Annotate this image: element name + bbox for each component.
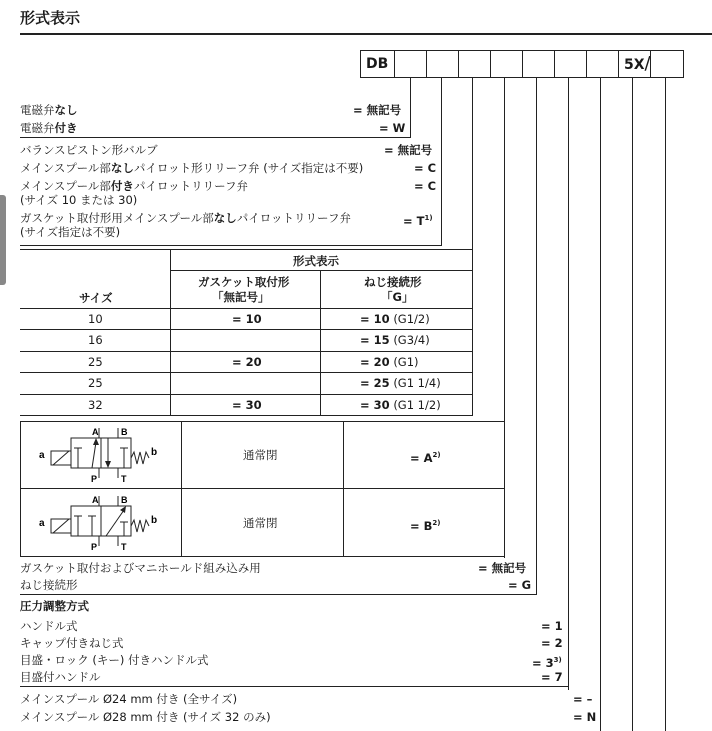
page-edge-tab bbox=[0, 195, 6, 285]
size-table-col-gasket: ガスケット取付形 bbox=[198, 275, 290, 289]
thread-cell: = 15 (G3/4) bbox=[360, 333, 430, 348]
thread-cell: = 10 (G1/2) bbox=[360, 312, 430, 326]
code-series-box bbox=[618, 50, 650, 78]
magnet-row-2: 電磁弁付き bbox=[20, 121, 78, 135]
size-cell: 10 bbox=[88, 312, 103, 326]
valve-type-row-3: メインスプール部付きパイロットリリーフ弁 bbox=[20, 179, 249, 193]
code-box-6 bbox=[554, 50, 586, 78]
connection-value-1: = 無記号 bbox=[478, 561, 527, 575]
port-a-label: a bbox=[39, 450, 45, 461]
code-box-5 bbox=[522, 50, 554, 78]
code-box-7 bbox=[586, 50, 618, 78]
size-table-col-thread-sub: 「G」 bbox=[381, 290, 414, 304]
pressure-heading: 圧力調整方式 bbox=[20, 599, 89, 613]
port-B-label: B bbox=[121, 427, 128, 437]
pressure-row-2: キャップ付きねじ式 bbox=[20, 636, 124, 650]
connection-row-1: ガスケット取付およびマニホールド組み込み用 bbox=[20, 561, 261, 575]
pressure-row-1: ハンドル式 bbox=[20, 619, 78, 633]
size-cell: 32 bbox=[88, 397, 103, 412]
code-slash: / bbox=[644, 53, 651, 74]
port-T-label: T bbox=[121, 474, 127, 484]
thread-cell: = 30 (G1 1/2) bbox=[360, 397, 441, 412]
thread-cell: = 20 (G1) bbox=[360, 354, 419, 369]
title-rule bbox=[20, 33, 712, 35]
size-table-col-gasket-sub: 「無記号」 bbox=[212, 290, 270, 304]
gasket-cell: = 30 bbox=[232, 397, 262, 412]
pressure-value-4: = 7 bbox=[541, 670, 563, 684]
connection-row-2: ねじ接続形 bbox=[20, 578, 78, 592]
pressure-row-3: 目盛・ロック (キー) 付きハンドル式 bbox=[20, 653, 209, 667]
spool-value-2: = N bbox=[573, 710, 597, 724]
pressure-value-2: = 2 bbox=[541, 636, 563, 650]
valve-type-row-1: バランスピストン形バルブ bbox=[20, 143, 158, 157]
valve-type-value-3: = C bbox=[414, 179, 437, 193]
code-box-2 bbox=[426, 50, 458, 78]
gasket-cell: = 20 bbox=[232, 354, 262, 369]
valve-type-row-3-sub: (サイズ 10 または 30) bbox=[20, 193, 138, 207]
valve-symbol-a bbox=[36, 424, 166, 486]
pressure-row-4: 目盛付ハンドル bbox=[20, 670, 101, 684]
size-table-col-thread: ねじ接続形 bbox=[364, 275, 422, 289]
spool-value-1: = – bbox=[573, 692, 593, 706]
thread-cell: = 25 (G1 1/4) bbox=[360, 376, 441, 391]
port-P-label: P bbox=[91, 542, 98, 552]
spool-row-2: メインスプール Ø28 mm 付き (サイズ 32 のみ) bbox=[20, 710, 271, 724]
symbol-1-desc: 通常閉 bbox=[243, 448, 278, 462]
port-b-label: b bbox=[151, 515, 158, 526]
valve-type-row-4-sub: (サイズ指定は不要) bbox=[20, 225, 121, 239]
valve-type-row-2: メインスプール部なしパイロット形リリーフ弁 (サイズ指定は不要) bbox=[20, 161, 364, 175]
valve-type-value-2: = C bbox=[414, 161, 437, 175]
code-box-4 bbox=[490, 50, 522, 78]
size-table-group-header: 形式表示 bbox=[293, 254, 339, 268]
pressure-value-3: = $3^{3)}$ bbox=[532, 655, 562, 670]
spool-row-1: メインスプール Ø24 mm 付き (全サイズ) bbox=[20, 692, 238, 706]
gasket-cell: = 10 bbox=[232, 312, 262, 326]
port-B-label: B bbox=[121, 495, 128, 505]
size-table-col-size: サイズ bbox=[79, 291, 113, 305]
code-prefix-box bbox=[360, 50, 394, 78]
symbol-1-value: = $A^{2)}$ bbox=[410, 450, 441, 465]
code-series: 5X bbox=[624, 57, 645, 73]
port-P-label: P bbox=[91, 474, 98, 484]
magnet-value-1: = 無記号 bbox=[353, 103, 402, 117]
size-cell: 16 bbox=[88, 333, 103, 348]
size-cell: 25 bbox=[88, 376, 103, 391]
valve-type-value-4: = $T^{1)}$ bbox=[403, 213, 433, 228]
port-A-label: A bbox=[92, 427, 99, 437]
code-box-3 bbox=[458, 50, 490, 78]
valve-symbol-b bbox=[36, 492, 166, 554]
magnet-row-1: 電磁弁なし bbox=[20, 103, 78, 117]
page-title: 形式表示 bbox=[20, 9, 81, 27]
symbol-2-value: = $B^{2)}$ bbox=[410, 518, 441, 533]
magnet-value-2: = W bbox=[379, 121, 406, 135]
port-b-label: b bbox=[151, 447, 158, 458]
connection-value-2: = G bbox=[508, 578, 532, 592]
valve-type-value-1: = 無記号 bbox=[384, 143, 433, 157]
port-A-label: A bbox=[92, 495, 99, 505]
valve-type-row-4: ガスケット取付形用メインスプール部なしパイロットリリーフ弁 bbox=[20, 211, 351, 225]
symbol-2-desc: 通常閉 bbox=[243, 516, 278, 530]
size-cell: 25 bbox=[88, 354, 103, 369]
pressure-value-1: = 1 bbox=[541, 619, 563, 633]
code-box-9 bbox=[650, 50, 684, 78]
code-prefix: DB bbox=[366, 56, 389, 72]
port-a-label: a bbox=[39, 518, 45, 529]
code-box-1 bbox=[394, 50, 426, 78]
port-T-label: T bbox=[121, 542, 127, 552]
